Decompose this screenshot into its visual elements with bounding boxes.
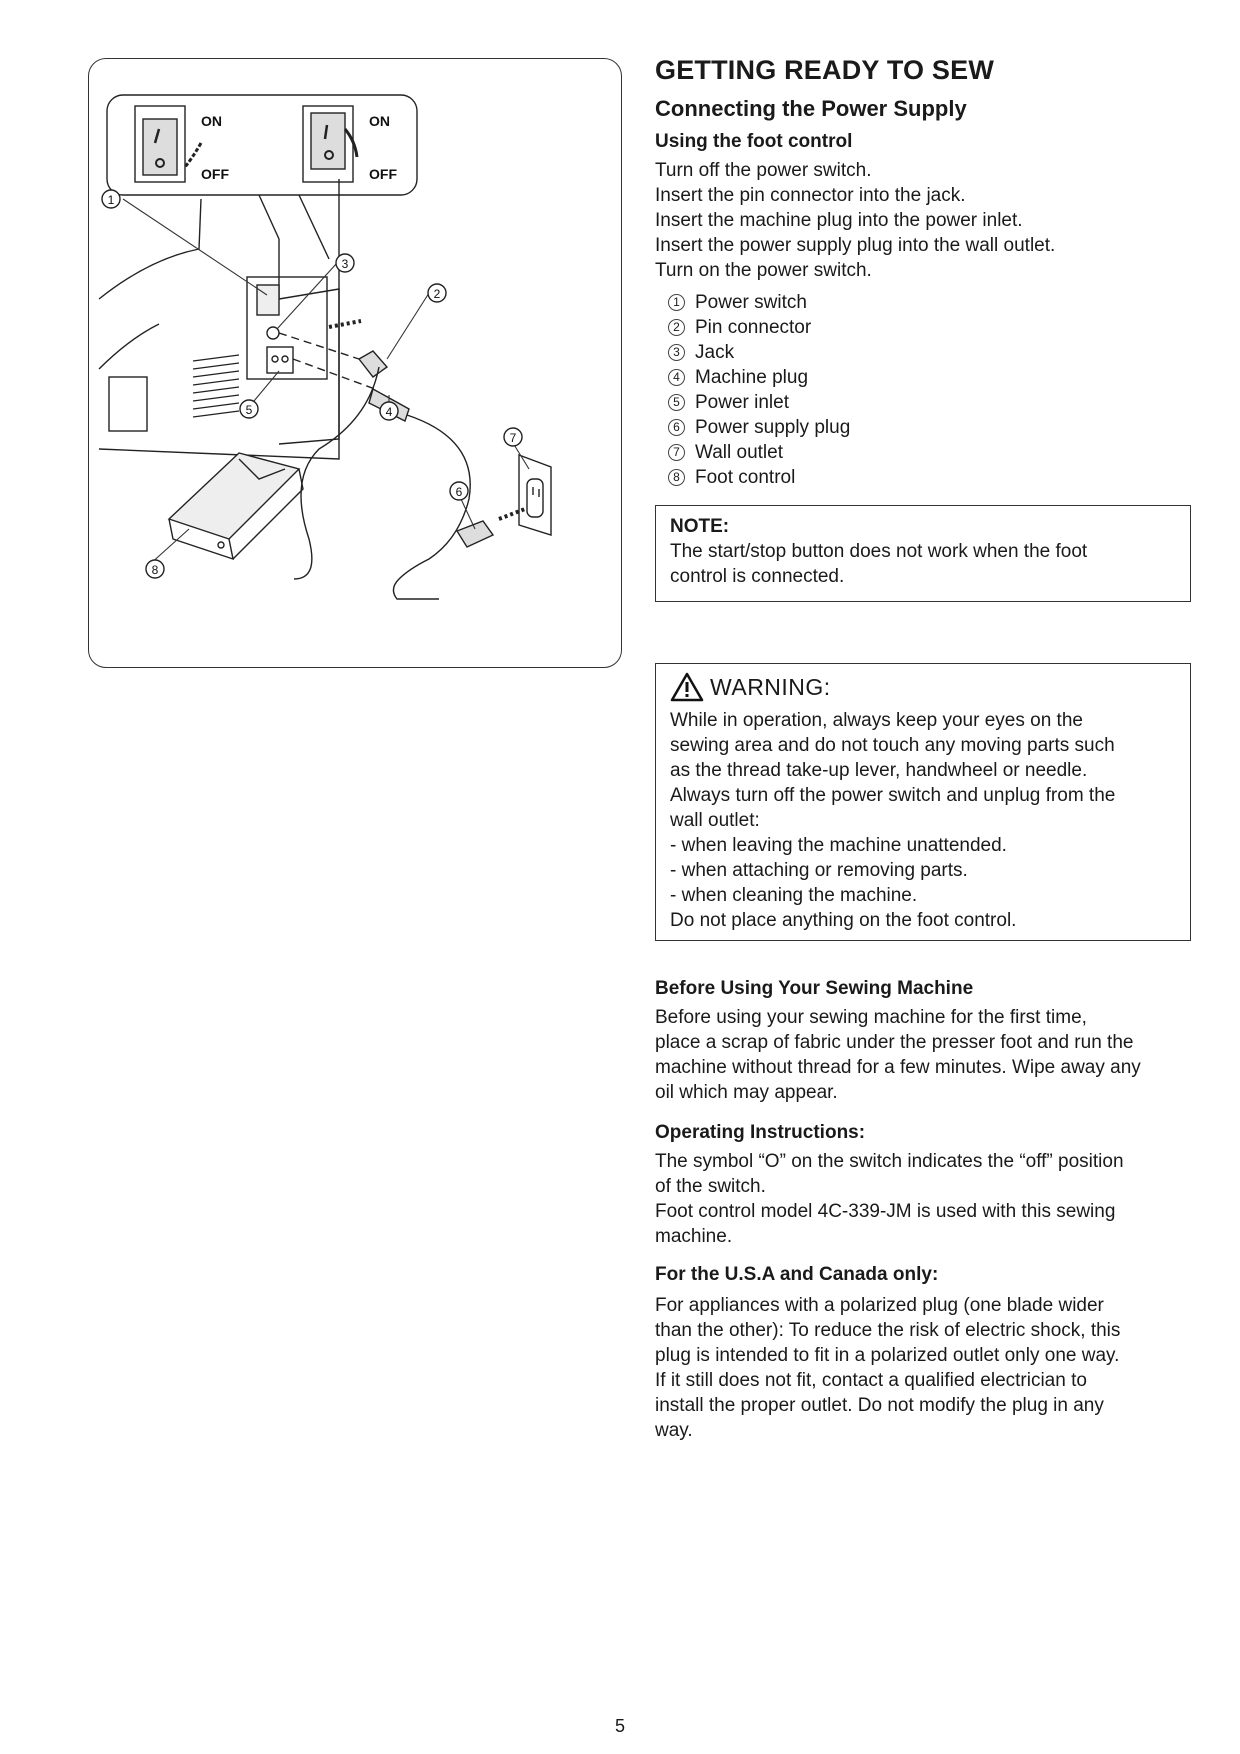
parts-legend [668,290,850,490]
part-label: Power switch [695,292,807,313]
part-item [668,365,850,390]
part-item [668,415,850,440]
callout-1 [102,190,120,208]
note-line: The start/stop button does not work when the foot [670,541,1088,562]
wall-outlet-icon [519,455,551,535]
paragraph-line: If it still does not fit, contact a qualified electrician to [655,1370,1087,1391]
section-title: Connecting the Power Supply [655,96,967,121]
machine-plug-icon [293,359,470,599]
part-label: Pin connector [695,317,812,338]
step-item: Turn on the power switch. [655,260,872,281]
warning-line: sewing area and do not touch any moving parts such [670,735,1115,756]
warning-box [655,663,1191,941]
switch-off-icon [135,106,201,182]
page-number: 5 [614,1716,625,1736]
part-label: Wall outlet [695,442,783,463]
paragraph-line: of the switch. [655,1176,766,1197]
operating-heading: Operating Instructions: [655,1122,866,1143]
part-label: Power supply plug [695,417,851,438]
warning-heading-row [670,672,1176,702]
warning-line: While in operation, always keep your eyes on the [670,710,1083,731]
warning-line: as the thread take-up lever, handwheel or needle. [670,760,1088,781]
warning-triangle-icon [670,672,704,702]
power-supply-plug-icon [457,509,525,547]
switch-off-label-1: OFF [201,166,229,182]
part-item [668,465,850,490]
paragraph-line: place a scrap of fabric under the presser foot and run the [655,1032,1134,1053]
part-label: Power inlet [695,392,789,413]
paragraph-line: oil which may appear. [655,1082,838,1103]
part-label: Machine plug [695,367,809,388]
before-using-text [655,1005,1195,1105]
svg-text:3: 3 [341,257,349,271]
power-supply-illustration [88,58,622,668]
paragraph-line: than the other): To reduce the risk of electric shock, this [655,1320,1121,1341]
switch-on-label-2: ON [369,113,390,129]
part-item [668,340,850,365]
part-number: 7 [668,444,685,461]
paragraph-line: machine without thread for a few minutes. Wipe away any [655,1057,1141,1078]
callout-6 [450,482,468,500]
svg-text:6: 6 [455,485,463,499]
note-box [655,505,1191,602]
paragraph-line: plug is intended to fit in a polarized outlet only one way. [655,1345,1120,1366]
step-item: Insert the pin connector into the jack. [655,185,966,206]
usa-canada-text [655,1293,1195,1443]
warning-line: Do not place anything on the foot control. [670,910,1017,931]
warning-line: - when attaching or removing parts. [670,860,968,881]
part-number: 4 [668,369,685,386]
part-item [668,390,850,415]
svg-text:5: 5 [245,403,253,417]
paragraph-line: way. [655,1420,693,1441]
page-title: GETTING READY TO SEW [655,55,995,85]
warning-line: Always turn off the power switch and unplug from the [670,785,1116,806]
svg-text:7: 7 [509,431,517,445]
part-number: 6 [668,419,685,436]
part-number: 5 [668,394,685,411]
part-label: Foot control [695,467,796,488]
warning-line: wall outlet: [670,810,760,831]
part-item [668,440,850,465]
warning-line: - when cleaning the machine. [670,885,918,906]
note-line: control is connected. [670,566,845,587]
callout-4 [380,402,398,420]
steps-list [655,158,1055,283]
callout-3 [336,254,354,272]
part-label: Jack [695,342,735,363]
svg-text:4: 4 [385,405,393,419]
switch-on-icon [303,106,357,182]
subsection-title: Using the foot control [655,131,853,152]
switch-off-label-2: OFF [369,166,397,182]
svg-text:8: 8 [151,563,159,577]
paragraph-line: Foot control model 4C-339-JM is used with this sewing [655,1201,1116,1222]
paragraph-line: The symbol “O” on the switch indicates the “off” position [655,1151,1124,1172]
usa-canada-heading: For the U.S.A and Canada only: [655,1264,939,1285]
switch-on-label-1: ON [201,113,222,129]
svg-text:1: 1 [107,193,115,207]
warning-heading: WARNING: [710,673,831,700]
svg-text:2: 2 [433,287,441,301]
step-item: Insert the power supply plug into the wall outlet. [655,235,1056,256]
part-item [668,290,850,315]
step-item: Insert the machine plug into the power inlet. [655,210,1023,231]
note-heading: NOTE: [670,516,730,537]
paragraph-line: For appliances with a polarized plug (one blade wider [655,1295,1104,1316]
warning-line: - when leaving the machine unattended. [670,835,1007,856]
paragraph-line: Before using your sewing machine for the first time, [655,1007,1087,1028]
foot-control-icon [169,453,303,559]
operating-text [655,1149,1195,1249]
part-item [668,315,850,340]
callout-2 [428,284,446,302]
part-number: 3 [668,344,685,361]
part-number: 2 [668,319,685,336]
part-number: 8 [668,469,685,486]
step-item: Turn off the power switch. [655,160,872,181]
connection-diagram [89,59,623,669]
before-using-heading: Before Using Your Sewing Machine [655,978,974,999]
paragraph-line: machine. [655,1226,733,1247]
callout-8 [146,560,164,578]
sewing-machine-icon [99,179,339,459]
part-number: 1 [668,294,685,311]
callout-5 [240,400,258,418]
paragraph-line: install the proper outlet. Do not modify the plug in any [655,1395,1104,1416]
callout-7 [504,428,522,446]
